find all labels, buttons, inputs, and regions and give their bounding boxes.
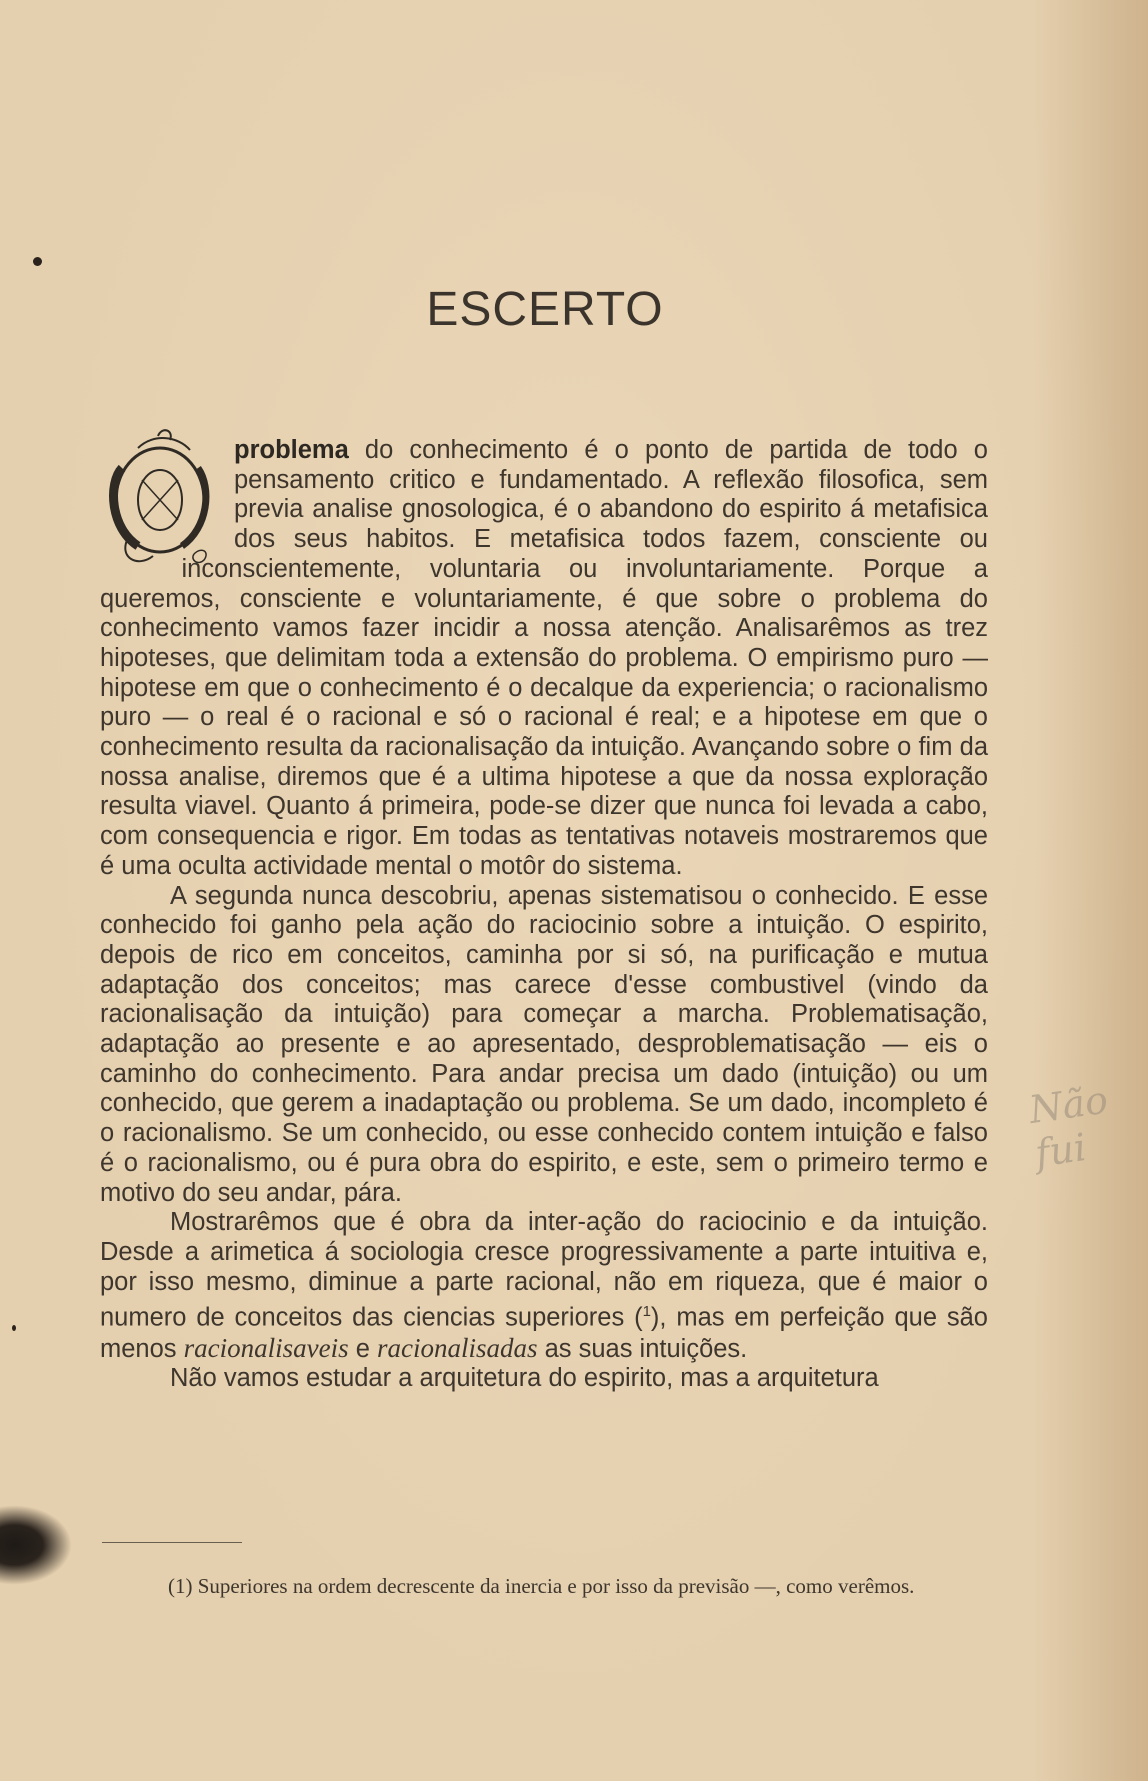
paragraph-1 <box>100 436 988 882</box>
footnote-ref: 1 <box>642 1303 651 1321</box>
ink-stain <box>0 1505 72 1585</box>
paragraph-1-text: do conhecimento é o ponto de partida de todo o pensamento critico e fundamentado. A reflexão filosofica, sem previa analise gnosologica, é o abandono do espirito á metafisica dos seus habitos. E metafisica todos fazem, consciente ou inconscientemente, voluntaria ou involuntariamente. Porque a queremos, consciente e voluntariamente, é que sobre o problema do conhecimento vamos fazer incidir a nossa atenção. Analisarêmos as trez hipoteses, que delimitam toda a extensão do problema. O empirismo puro — hipotese em que o conhecimento é o decalque da experiencia; o racionalismo puro — o real é o racional e só o racional é real; e a hipotese em que o conhecimento resulta da racionalisação da intuição. Avançando sobre o fim da nossa analise, diremos que é a ultima hipotese a que da nossa exploração resulta viavel. Quanto á primeira, pode-se dizer que nunca foi levada a cabo, com consequencia e rigor. Em todas as tentativas notaveis mostraremos que é uma oculta actividade mental o motôr do sistema. <box>100 436 988 880</box>
footnote <box>100 1574 990 1598</box>
body-text <box>100 436 988 1394</box>
italic-term-1: racionalisaveis <box>183 1332 349 1363</box>
italic-term-2: racionalisadas <box>376 1332 538 1363</box>
lead-word: problema <box>234 436 349 464</box>
paragraph-3-text-c: e <box>348 1334 377 1363</box>
footnote-divider <box>102 1542 242 1543</box>
footnote-marker: (1) <box>168 1574 193 1598</box>
paragraph-4: Não vamos estudar a arquitetura do espirito, mas a arquitetura <box>170 1364 879 1393</box>
paragraph-3-text-d: as suas intuições. <box>537 1334 748 1363</box>
page-title: ESCERTO <box>426 283 664 336</box>
handwritten-margin-note: Não fui <box>1026 1077 1111 1176</box>
footnote-text: Superiores na ordem decrescente da inercia e por isso da previsão —, como verêmos. <box>192 1574 915 1598</box>
paragraph-3-text-b: ), mas em perfeição que são menos <box>100 1303 988 1363</box>
paragraph-3-text-a: Mostrarêmos que é obra da inter-ação do raciocinio e da intuição. Desde a arimetica á sociologia cresce progressivamente a parte intuitiva e, por isso mesmo, diminue a parte racional, não em riqueza, que é maior o numero de conceitos das ciencias superiores ( <box>100 1208 988 1332</box>
paragraph-2: A segunda nunca descobriu, apenas sistematisou o conhecido. E esse conhecido foi ganho pela ação do raciocinio sobre a intuição. O espirito, depois de rico em conceitos, caminha por si só, na purificação e mutua adaptação dos conceitos; mas carece d'esse combustivel (vindo da racionalisação da intuição) para começar a marcha. Problematisação, adaptação ao presente e ao apresentado, desproblematisação — eis o caminho do conhecimento. Para andar precisa um dado (intuição) ou um conhecido, que gerem a inadaptação ou problema. Se um dado, incompleto é o racionalismo. Se um conhecido, ou esse conhecido contem intuição e falso é o racionalismo, ou é pura obra do espirito, e este, sem o primeiro termo e motivo do seu andar, pára. <box>100 881 988 1207</box>
ink-spot <box>12 1325 16 1331</box>
paragraph-3 <box>100 1208 988 1364</box>
ink-spot <box>33 257 42 266</box>
